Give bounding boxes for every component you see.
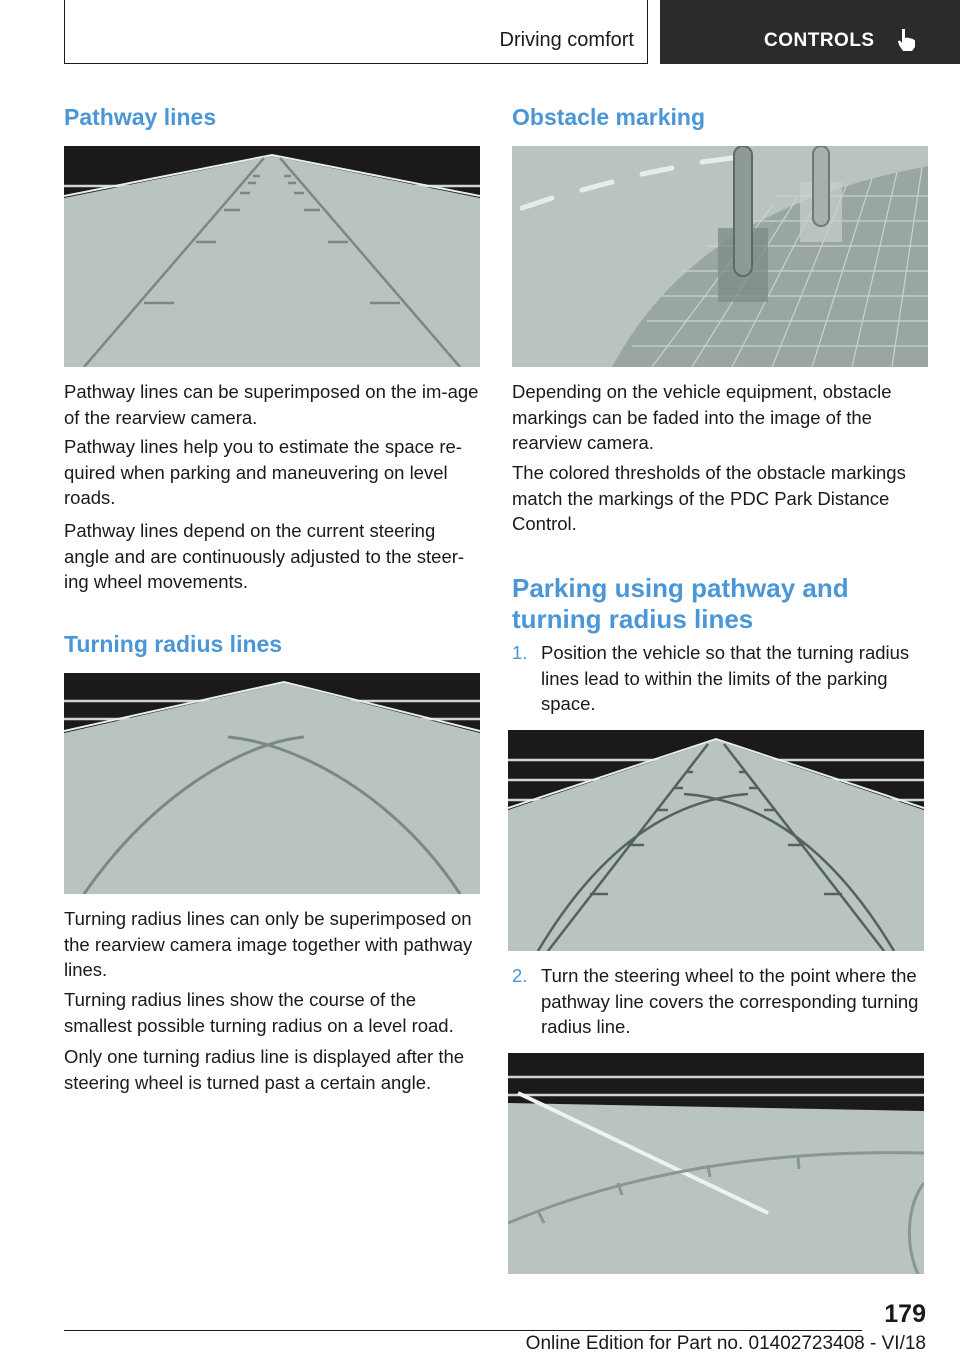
step-number: 2.: [512, 965, 528, 986]
obstacle-marking-figure: [512, 146, 928, 367]
turning-radius-heading: Turning radius lines: [64, 631, 283, 657]
page-number: 179: [884, 1300, 926, 1328]
step-text: Turn the steering wheel to the point where the pathway line covers the corresponding turning radius line.: [541, 965, 919, 1037]
step-2: [512, 963, 932, 1043]
obstacle-paragraph-1: Depending on the vehicle equipment, obstacle markings can be faded into the image of the rearview camera.: [512, 381, 892, 453]
chapter-tab: [660, 0, 960, 64]
pathway-lines-heading: Pathway lines: [64, 104, 217, 130]
step-number: 1.: [512, 642, 528, 663]
footer-edition: Online Edition for Part no. 01402723408 - VI/18: [525, 1333, 926, 1354]
footer-rule: [64, 1330, 862, 1331]
chapter-tab-label: CONTROLS: [764, 30, 875, 51]
pathway-paragraph-2: Pathway lines help you to estimate the space re‐quired when parking and maneuvering on level roads.: [64, 436, 462, 508]
parking-step2-figure: [508, 1053, 924, 1274]
parking-heading: Parking using pathway and turning radius lines: [512, 573, 849, 634]
turning-paragraph-1: Turning radius lines can only be superimposed on the rearview camera image together with pathway lines.: [64, 908, 473, 980]
pathway-lines-figure: [64, 146, 480, 367]
step-1: [512, 640, 932, 720]
turning-radius-figure: [64, 673, 480, 894]
parking-step1-figure: [508, 730, 924, 951]
obstacle-marking-heading: Obstacle marking: [512, 104, 706, 130]
step-text: Position the vehicle so that the turning radius lines lead to within the limits of the parking space.: [541, 642, 910, 714]
turning-paragraph-3: Only one turning radius line is displayed after the steering wheel is turned past a certain angle.: [64, 1046, 465, 1093]
pointing-hand-icon: [896, 28, 918, 52]
pathway-paragraph-3: Pathway lines depend on the current steering angle and are continuously adjusted to the steer‐ing wheel movements.: [64, 520, 465, 592]
header-section-title: Driving comfort: [499, 29, 634, 51]
pathway-paragraph-1: Pathway lines can be superimposed on the im‐age of the rearview camera.: [64, 381, 479, 428]
obstacle-paragraph-2: The colored thresholds of the obstacle markings match the markings of the PDC Park Distance Control.: [512, 462, 906, 534]
turning-paragraph-2: Turning radius lines show the course of the smallest possible turning radius on a level road.: [64, 989, 454, 1036]
